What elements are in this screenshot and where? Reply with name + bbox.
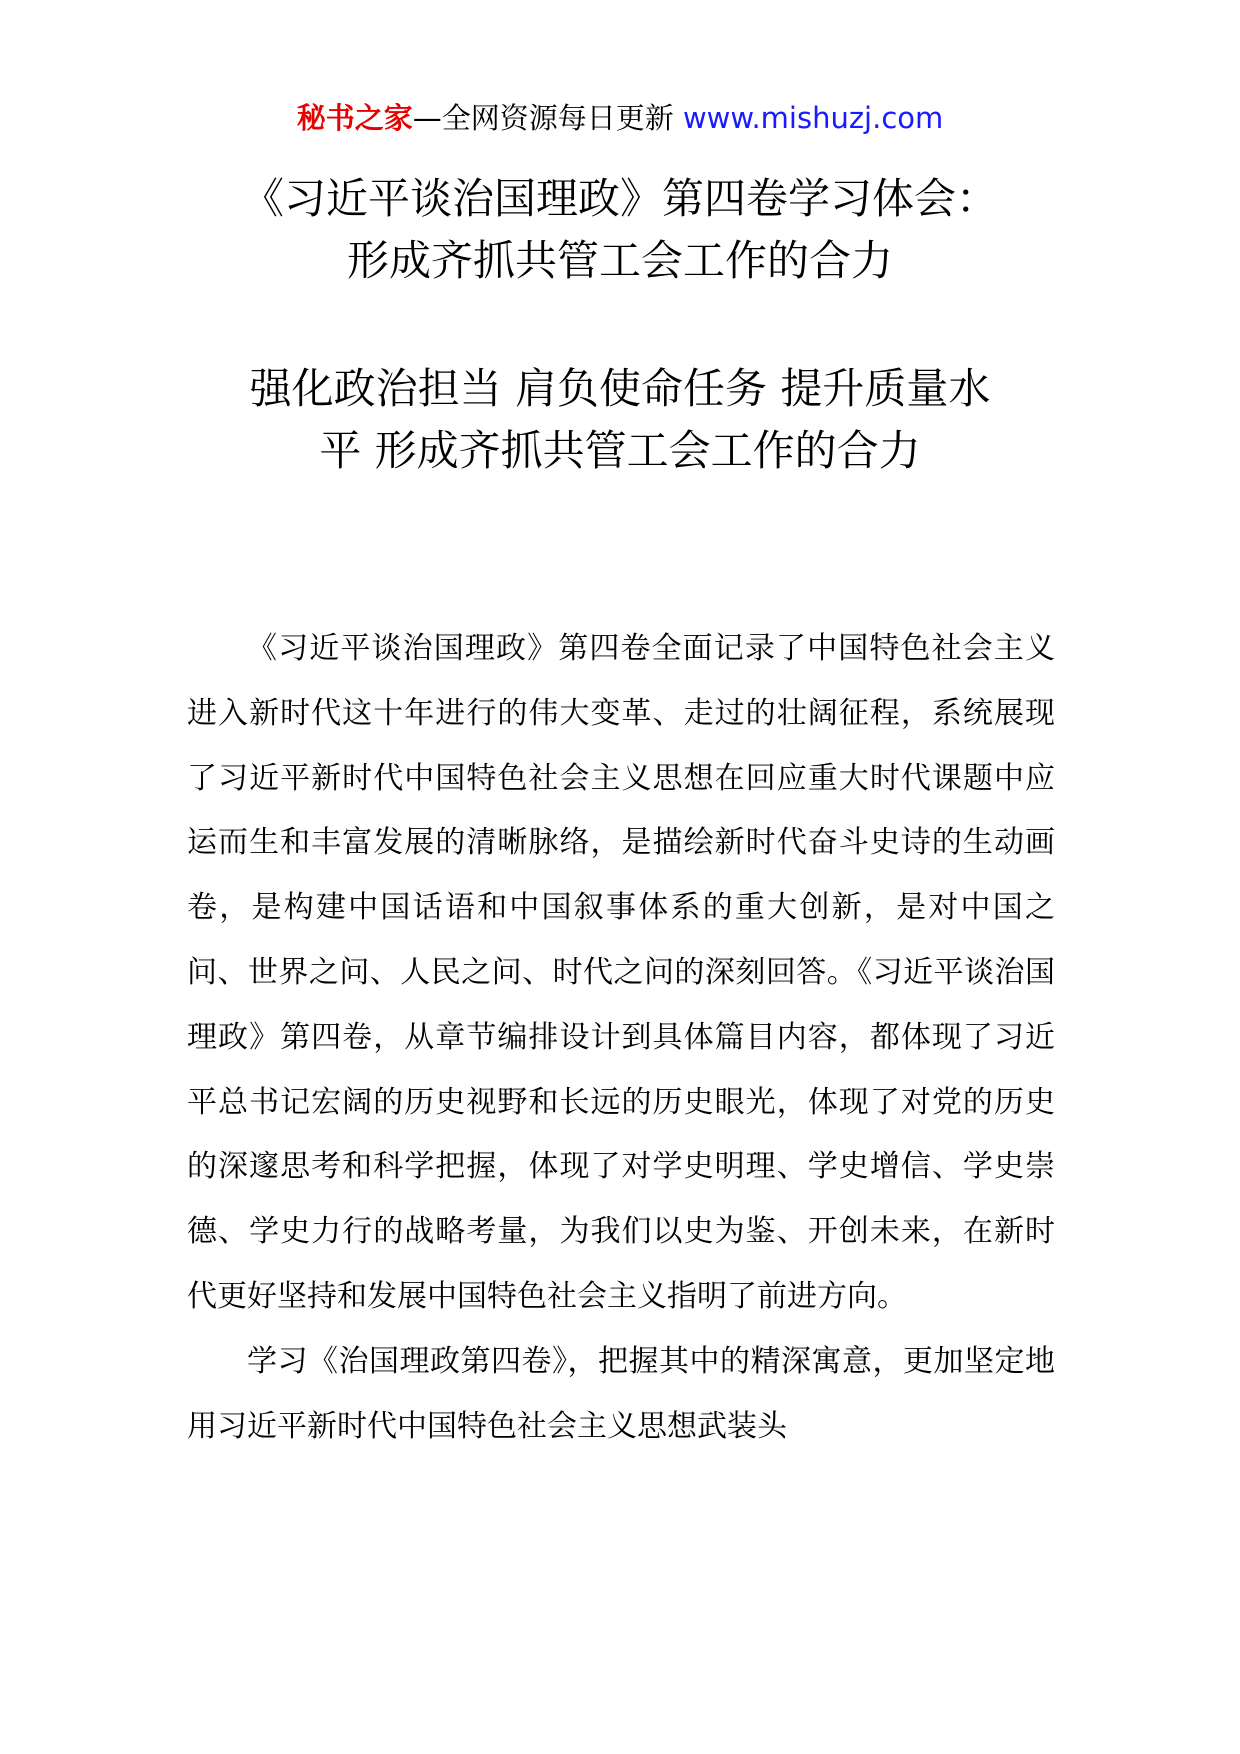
site-name: 秘书之家 xyxy=(296,101,413,135)
document-subtitle xyxy=(0,358,1240,482)
document-title xyxy=(0,168,1240,292)
body-paragraph-2: 学习《治国理政第四卷》，把握其中的精深寓意，更加坚定地用习近平新时代中国特色社会主义思想武装头 xyxy=(187,1343,1055,1444)
document-title-line-2: 形成齐抓共管工会工作的合力 xyxy=(346,236,893,285)
site-url-link[interactable]: www.mishuzj.com xyxy=(682,101,944,135)
document-subtitle-line-2: 平 形成齐抓共管工会工作的合力 xyxy=(319,426,921,475)
body-paragraph-1: 《习近平谈治国理政》第四卷全面记录了中国特色社会主义进入新时代这十年进行的伟大变革、走过的壮阔征程，系统展现了习近平新时代中国特色社会主义思想在回应重大时代课题中应运而生和丰富发展的清晰脉络，是描绘新时代奋斗史诗的生动画卷，是构建中国话语和中国叙事体系的重大创新，是对中国之问、世界之问、人民之问、时代之问的深刻回答。《习近平谈治国理政》第四卷，从章节编排设计到具体篇目内容，都体现了习近平总书记宏阔的历史视野和长远的历史眼光，体现了对党的历史的深邃思考和科学把握，体现了对学史明理、学史增信、学史崇德、学史力行的战略考量，为我们以史为鉴、开创未来，在新时代更好坚持和发展中国特色社会主义指明了前进方向。 xyxy=(187,631,1055,1314)
document-body xyxy=(187,617,1055,1459)
document-subtitle-line-1: 强化政治担当 肩负使命任务 提升质量水 xyxy=(249,364,991,413)
site-slogan: —全网资源每日更新 xyxy=(412,101,683,135)
site-header xyxy=(0,98,1240,138)
document-title-line-1: 《习近平谈治国理政》第四卷学习体会： xyxy=(241,174,998,223)
